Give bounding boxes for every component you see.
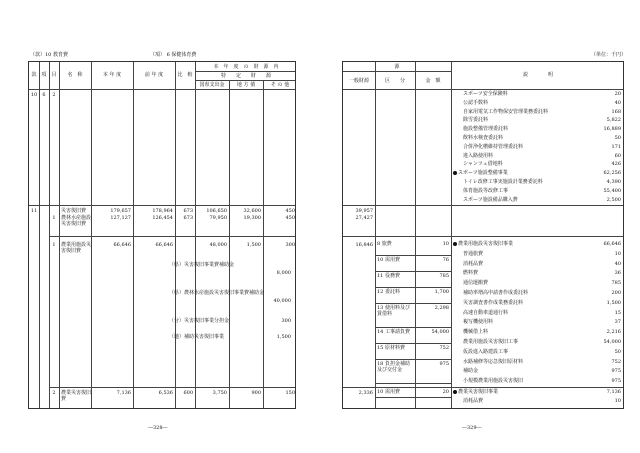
budget-category-title: （款）10 教育費 (30, 52, 68, 58)
row-compare: 600 (183, 390, 193, 396)
explanation-value: 2,500 (606, 196, 621, 203)
explanation-label: 農業用施設災害復旧事業 (458, 241, 514, 247)
financing-note: （分）災害復旧事業分担金 (169, 318, 230, 324)
financing-note: （地）補助災害復旧事業 (169, 334, 225, 340)
explanation-value: 16,889 (603, 126, 621, 133)
budget-section-title: （項） 6 保健体育費 (150, 52, 197, 58)
right-page (320, 0, 640, 453)
explanation-item (453, 338, 621, 348)
row-previous: 66,646 (155, 242, 173, 248)
expense-section (375, 256, 451, 272)
explanation-label: 施設整備管理委託料 (463, 126, 509, 133)
explanation-value: 50 (614, 348, 621, 355)
header-kou: 項 (41, 72, 47, 78)
explanation-label: スポーツ施設備品購入費 (463, 196, 518, 203)
row-name: 農業災害復旧費 (61, 390, 92, 402)
explanation-value: 10 (614, 398, 621, 404)
expense-section-label: 18 負担金補助及び交付金 (377, 361, 410, 373)
explanation-item (453, 169, 621, 178)
explanation-label: 小規模農業用施設災害復旧 (463, 378, 524, 385)
header-bond: 地 方 債 (236, 82, 256, 88)
explanation-value: 37 (614, 319, 621, 326)
expense-section (375, 360, 451, 384)
explanation-item (453, 240, 621, 250)
explanation-item (453, 187, 621, 196)
bullet-icon (453, 242, 457, 246)
financing-note-value: 300 (281, 318, 291, 324)
row-national: 106,650 (206, 208, 227, 214)
kou-number: 6 (42, 92, 46, 98)
general-fund-total: 39,957 (355, 208, 373, 214)
explanation-item (453, 377, 621, 387)
explanation-value: 20 (614, 91, 621, 97)
explanation-value: 5,822 (606, 117, 621, 124)
row-kou: 11 (30, 208, 38, 214)
row-moku: 2 (52, 390, 56, 396)
explanation-label: 高速自動車道通行料 (463, 309, 509, 316)
expense-section-amount: 54,000 (431, 329, 449, 335)
header-comparison: 比 較 (177, 72, 193, 78)
header-general-fund: 一般財源 (348, 78, 369, 84)
row-national: 79,950 (209, 215, 227, 221)
explanation-label: 自家用電気工作物保安管理業務委託料 (463, 108, 549, 115)
row-compare: 673 (183, 208, 193, 214)
explanation-item (453, 279, 621, 289)
explanation-item (453, 160, 621, 169)
row-name: 農業用施設災害復旧費 (61, 242, 92, 254)
explanation-value: 785 (611, 280, 621, 287)
header-financing: 本 年 度 の 財 源 内 (213, 64, 279, 70)
expense-section-amount: 1,700 (434, 289, 449, 295)
explanation-value: 752 (611, 358, 621, 365)
expense-section-label: 14 工事請負費 (377, 329, 410, 335)
explanation-item (453, 328, 621, 338)
financing-note: （県）農林水産施設災害復旧事業費補助金 (169, 290, 265, 296)
bullet-icon (453, 171, 457, 175)
explanation-item (453, 260, 621, 270)
explanation-value: 200 (611, 289, 621, 296)
expense-section-amount: 76 (442, 257, 449, 263)
explanation-label: 農業災害復旧事業 (458, 389, 499, 395)
row-moku: 1 (52, 242, 56, 248)
header-other: そ の 他 (270, 82, 290, 88)
explanation-value: 15 (614, 309, 621, 316)
explanation-label: 消耗品費 (463, 260, 484, 267)
header-amount: 金 額 (425, 78, 441, 84)
explanation-item (453, 309, 621, 319)
explanation-value: 10 (614, 250, 621, 257)
block2-items (453, 388, 621, 406)
explanation-label: 機械借上料 (463, 329, 489, 336)
block1-items (453, 240, 621, 387)
explanation-label: 複写機使用料 (463, 319, 494, 326)
block2-sections (375, 388, 451, 398)
expense-section-amount: 752 (439, 345, 449, 351)
expense-section (375, 328, 451, 344)
explanation-value: 50 (614, 134, 621, 141)
expense-section (375, 272, 451, 288)
explanation-label: 補助率増高申請書作成委託料 (463, 289, 529, 296)
explanation-item (453, 269, 621, 279)
explanation-label: 仮設進入路建設工事 (463, 348, 509, 355)
page-number: ―328― (148, 425, 168, 431)
row-current: 127,127 (110, 215, 131, 221)
expense-section-amount: 785 (439, 273, 449, 279)
expense-section-label: 13 使用料及び賃借料 (377, 305, 410, 317)
expense-section (375, 304, 451, 328)
explanation-item (453, 108, 621, 117)
explanation-value: 168 (611, 108, 621, 115)
header-national: 国県支出金 (199, 82, 225, 88)
expense-section (375, 344, 451, 360)
expense-section-label: 11 役務費 (377, 273, 400, 279)
explanation-label: 補助金 (463, 368, 479, 375)
header-moku: 目 (51, 72, 57, 78)
header-current-year: 本 年 度 (102, 72, 122, 78)
unit-label: （単位：千円） (590, 52, 626, 58)
explanation-item (453, 125, 621, 134)
row-moku: 1 (52, 215, 56, 221)
explanation-value: 36 (614, 270, 621, 277)
explanation-label: 消耗品費 (463, 398, 484, 404)
explanation-item (453, 143, 621, 152)
explanation-label: 水路補修等応急復旧原材料 (463, 358, 524, 365)
row-current: 7,136 (116, 390, 131, 396)
explanation-item (453, 289, 621, 299)
header-name: 名 称 (67, 72, 83, 78)
explanation-label: 除雪委託料 (463, 117, 489, 124)
moku-number: 2 (52, 92, 56, 98)
explanation-label: 普通旅費 (463, 250, 484, 257)
row-name: 農林水産施設災害復旧費 (61, 215, 92, 227)
explanation-item (453, 358, 621, 368)
row-previous: 178,964 (152, 208, 173, 214)
general-fund-total: 27,427 (355, 215, 373, 221)
explanation-label: 体育施設等改修工事 (463, 187, 509, 194)
explanation-item (453, 388, 621, 397)
row-other: 300 (285, 242, 295, 248)
row-bond: 19,300 (243, 215, 261, 221)
row-bond: 1,500 (246, 242, 261, 248)
budget-table-left (28, 61, 296, 409)
explanation-item (453, 99, 621, 108)
expense-section (375, 288, 451, 304)
explanation-item (453, 152, 621, 161)
expense-section-label: 15 原材料費 (377, 345, 405, 351)
expense-section-label: 8 旅費 (377, 241, 392, 247)
explanation-label: 農業用施設災害復旧工事 (463, 338, 519, 345)
kan-number: 10 (30, 92, 38, 98)
explanation-value: 7,136 (606, 389, 621, 395)
explanation-value: 2,216 (606, 329, 621, 336)
explanation-value: 40 (614, 99, 621, 106)
row-other: 450 (285, 215, 295, 221)
row-bond: 900 (251, 390, 261, 396)
explanation-item (453, 178, 621, 187)
general-fund-block: 2,336 (358, 390, 373, 396)
explanation-item (453, 90, 621, 99)
explanation-item (453, 367, 621, 377)
explanation-value: 60 (614, 152, 621, 159)
header-previous-year: 前 年 度 (144, 72, 164, 78)
general-fund-block: 16,846 (355, 242, 373, 248)
page-number: ―329― (462, 425, 482, 431)
header-section: 区 分 (384, 78, 405, 84)
explanation-label: スポーツ安全保険料 (463, 91, 508, 97)
explanation-label: 飲料水検査委託料 (463, 134, 504, 141)
explanation-value: 426 (611, 161, 621, 168)
expense-section-amount: 975 (439, 361, 449, 367)
financing-note-value: 1,500 (276, 334, 291, 340)
row-other: 450 (285, 208, 295, 214)
explanation-item (453, 250, 621, 260)
explanation-item (453, 348, 621, 358)
explanation-item (453, 397, 621, 406)
row-other: 150 (285, 390, 295, 396)
row-bond: 32,600 (243, 208, 261, 214)
row-compare: 673 (183, 215, 193, 221)
explanation-value: 40 (614, 260, 621, 267)
expense-section (375, 240, 451, 256)
explanation-item (453, 196, 621, 205)
explanation-label: シャンツェ借地料 (463, 161, 503, 168)
explanation-label: 公認手数料 (463, 99, 489, 106)
explanation-value: 54,000 (603, 338, 621, 345)
explanation-label: 合併浄化槽維持管理委託料 (463, 143, 524, 150)
explanation-label: 燃料費 (463, 270, 479, 277)
row-previous: 6,536 (158, 390, 173, 396)
explanation-value: 66,646 (603, 241, 621, 247)
financing-note-value: 8,000 (276, 270, 291, 276)
financing-note: （県）災害復旧事業費補助金 (169, 262, 235, 268)
explanation-value: 4,390 (606, 178, 621, 185)
explanation-value: 1,500 (606, 299, 621, 306)
explanation-item (453, 318, 621, 328)
header-source: 源 (394, 64, 400, 70)
explanation-value: 62,256 (603, 170, 621, 177)
explanation-value: 171 (611, 143, 621, 150)
explanation-value: 975 (611, 368, 621, 375)
bullet-icon (453, 390, 457, 394)
expense-section (375, 388, 451, 398)
expense-section-amount: 20 (442, 389, 449, 395)
explanation-value: 975 (611, 378, 621, 385)
block1-sections (375, 240, 451, 384)
explanation-label: 災害調査書作成業務委託料 (463, 299, 524, 306)
header-specific-source: 特 定 財 源 (220, 73, 271, 79)
header-explanation: 説 明 (522, 72, 553, 78)
explanation-label: 違入路使用料 (463, 152, 494, 159)
explanation-label: 通信運搬費 (463, 280, 489, 287)
explanation-label: トイレ改修工事実施設計業務委託料 (463, 178, 543, 185)
expense-section-label: 12 委託料 (377, 289, 400, 295)
financing-note-value: 40,000 (273, 298, 291, 304)
explanation-item (453, 134, 621, 143)
expense-section-amount: 10 (442, 241, 449, 247)
explanation-item (453, 299, 621, 309)
row-current: 179,657 (110, 208, 131, 214)
explanation-label: スポーツ施設整備事業 (458, 170, 508, 177)
budget-table-right (342, 61, 624, 409)
row-name: 災害復旧費 (61, 208, 87, 214)
row-previous: 126,454 (152, 215, 173, 221)
row-current: 66,646 (113, 242, 131, 248)
expense-section-label: 10 需用費 (377, 257, 400, 263)
row-national: 3,750 (212, 390, 227, 396)
top-items (453, 90, 621, 204)
explanation-item (453, 116, 621, 125)
header-kan: 款 (31, 72, 37, 78)
explanation-value: 55,400 (603, 187, 621, 194)
expense-section-amount: 2,298 (434, 305, 449, 311)
row-national: 48,000 (209, 242, 227, 248)
expense-section-label: 10 需用費 (377, 389, 400, 395)
